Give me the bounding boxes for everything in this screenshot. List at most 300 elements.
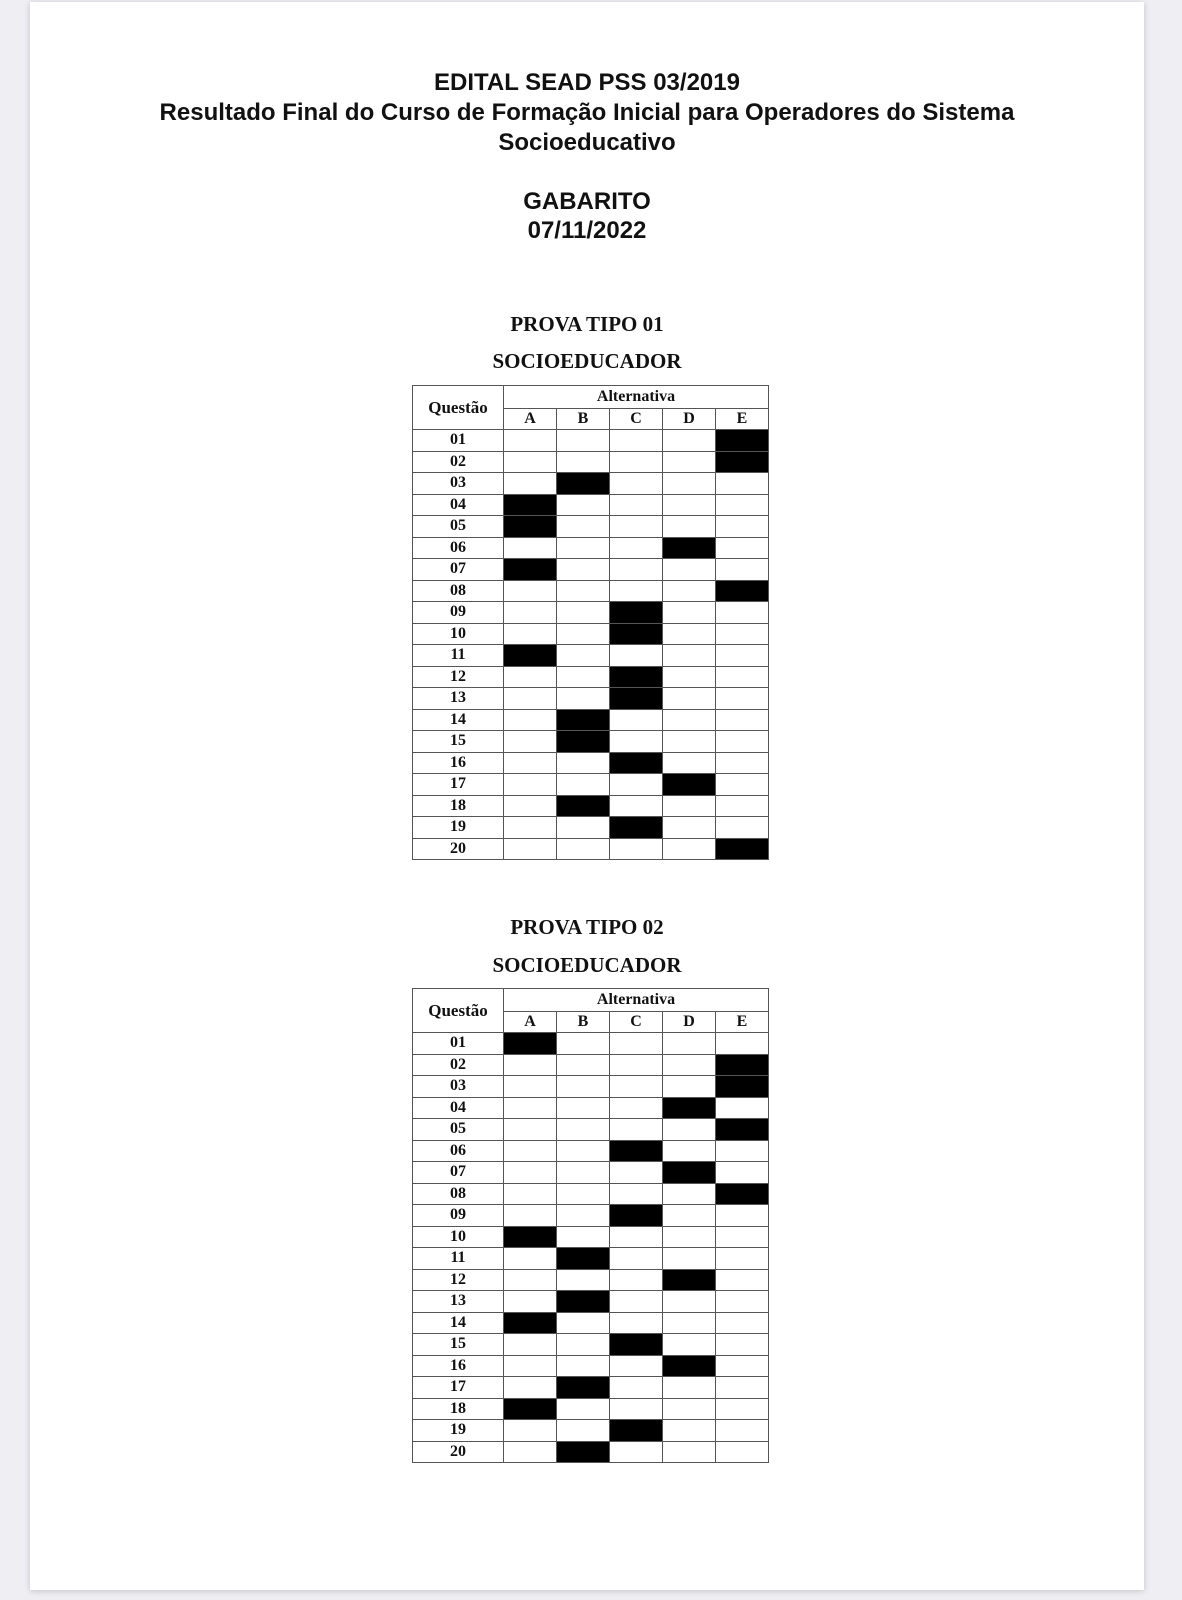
question-number: 10 — [413, 1226, 504, 1248]
answer-cell-c — [610, 1355, 663, 1377]
question-number: 03 — [413, 473, 504, 495]
answer-cell-b — [557, 1334, 610, 1356]
answer-cell-c — [610, 774, 663, 796]
table-row — [413, 1377, 769, 1399]
answer-cell-d — [663, 1033, 716, 1055]
answer-cell-d — [663, 709, 716, 731]
table-row — [413, 451, 769, 473]
answer-mark-d — [663, 1269, 716, 1291]
answer-mark-e — [716, 1054, 769, 1076]
answer-cell-e — [716, 752, 769, 774]
table-row — [413, 645, 769, 667]
answer-cell-b — [557, 752, 610, 774]
answer-cell-b — [557, 817, 610, 839]
answer-cell-d — [663, 1140, 716, 1162]
table-row — [413, 752, 769, 774]
answer-mark-a — [504, 1226, 557, 1248]
answer-cell-a — [504, 1119, 557, 1141]
answer-cell-b — [557, 1355, 610, 1377]
answer-cell-b — [557, 623, 610, 645]
document-title-line3: Socioeducativo — [498, 129, 676, 156]
answer-cell-b — [557, 1420, 610, 1442]
header-option-d: D — [663, 1012, 716, 1033]
question-number: 18 — [413, 795, 504, 817]
table-row — [413, 623, 769, 645]
answer-cell-b — [557, 1054, 610, 1076]
question-number: 10 — [413, 623, 504, 645]
answer-cell-b — [557, 1312, 610, 1334]
answer-cell-b — [557, 645, 610, 667]
answer-mark-c — [610, 623, 663, 645]
answer-cell-a — [504, 1205, 557, 1227]
answer-cell-c — [610, 494, 663, 516]
answer-cell-e — [716, 1097, 769, 1119]
answer-cell-c — [610, 559, 663, 581]
answer-cell-d — [663, 1312, 716, 1334]
header-questao: Questão — [413, 989, 504, 1033]
answer-cell-a — [504, 1076, 557, 1098]
table-row — [413, 666, 769, 688]
answer-cell-d — [663, 1205, 716, 1227]
question-number: 20 — [413, 838, 504, 860]
question-number: 17 — [413, 1377, 504, 1399]
header-option-d: D — [663, 409, 716, 430]
document-title-line2: Resultado Final do Curso de Formação Inicial para Operadores do Sistema — [159, 99, 1015, 126]
answer-cell-e — [716, 1420, 769, 1442]
answer-cell-b — [557, 1269, 610, 1291]
answer-mark-c — [610, 1140, 663, 1162]
answer-mark-e — [716, 1119, 769, 1141]
answer-mark-e — [716, 1183, 769, 1205]
answer-mark-c — [610, 1205, 663, 1227]
answer-cell-a — [504, 1054, 557, 1076]
answer-cell-a — [504, 1097, 557, 1119]
answer-cell-b — [557, 1033, 610, 1055]
answer-cell-b — [557, 559, 610, 581]
answer-cell-d — [663, 666, 716, 688]
answer-mark-d — [663, 774, 716, 796]
question-number: 16 — [413, 752, 504, 774]
answer-cell-d — [663, 1398, 716, 1420]
answer-cell-a — [504, 752, 557, 774]
answer-cell-d — [663, 795, 716, 817]
table-row — [413, 602, 769, 624]
answer-mark-a — [504, 645, 557, 667]
table-row — [413, 580, 769, 602]
answer-cell-e — [716, 1205, 769, 1227]
answer-cell-c — [610, 1398, 663, 1420]
header-option-a: A — [504, 409, 557, 430]
answer-cell-c — [610, 1226, 663, 1248]
answer-mark-c — [610, 1334, 663, 1356]
answer-mark-e — [716, 451, 769, 473]
answer-cell-a — [504, 1334, 557, 1356]
answer-cell-a — [504, 1377, 557, 1399]
answer-mark-b — [557, 1248, 610, 1270]
question-number: 15 — [413, 1334, 504, 1356]
answer-mark-c — [610, 602, 663, 624]
answer-cell-e — [716, 774, 769, 796]
answer-cell-a — [504, 795, 557, 817]
question-number: 06 — [413, 537, 504, 559]
answer-cell-a — [504, 1355, 557, 1377]
cargo-01-heading: SOCIOEDUCADOR — [492, 349, 682, 373]
answer-cell-a — [504, 1441, 557, 1463]
answer-cell-d — [663, 580, 716, 602]
answer-mark-b — [557, 473, 610, 495]
question-number: 03 — [413, 1076, 504, 1098]
answer-cell-d — [663, 752, 716, 774]
answer-cell-e — [716, 1291, 769, 1313]
question-number: 07 — [413, 559, 504, 581]
question-number: 14 — [413, 709, 504, 731]
answer-cell-d — [663, 1054, 716, 1076]
answer-cell-c — [610, 1183, 663, 1205]
question-number: 09 — [413, 602, 504, 624]
answer-cell-b — [557, 580, 610, 602]
answer-cell-a — [504, 817, 557, 839]
question-number: 05 — [413, 516, 504, 538]
table-row — [413, 1248, 769, 1270]
question-number: 08 — [413, 580, 504, 602]
answer-cell-a — [504, 774, 557, 796]
answer-cell-c — [610, 1269, 663, 1291]
table-row — [413, 537, 769, 559]
question-number: 01 — [413, 1033, 504, 1055]
table-row — [413, 1076, 769, 1098]
answer-cell-d — [663, 559, 716, 581]
answer-cell-e — [716, 1377, 769, 1399]
question-number: 15 — [413, 731, 504, 753]
table-row — [413, 731, 769, 753]
answer-cell-a — [504, 451, 557, 473]
answer-cell-e — [716, 817, 769, 839]
answer-cell-d — [663, 1119, 716, 1141]
table-row — [413, 795, 769, 817]
answer-mark-b — [557, 1377, 610, 1399]
answer-cell-c — [610, 451, 663, 473]
answer-cell-d — [663, 817, 716, 839]
answer-mark-d — [663, 1162, 716, 1184]
header-option-c: C — [610, 1012, 663, 1033]
answer-cell-c — [610, 1162, 663, 1184]
answer-cell-e — [716, 731, 769, 753]
answer-cell-c — [610, 1377, 663, 1399]
table-row — [413, 688, 769, 710]
table-row — [413, 1119, 769, 1141]
table-row — [413, 559, 769, 581]
answer-cell-a — [504, 1269, 557, 1291]
answer-cell-b — [557, 1205, 610, 1227]
table-row — [413, 817, 769, 839]
answer-cell-b — [557, 494, 610, 516]
answer-cell-c — [610, 1097, 663, 1119]
answer-cell-e — [716, 1248, 769, 1270]
table-row — [413, 1269, 769, 1291]
table-row — [413, 1420, 769, 1442]
table-row — [413, 494, 769, 516]
answer-cell-c — [610, 645, 663, 667]
answer-cell-d — [663, 1183, 716, 1205]
question-number: 17 — [413, 774, 504, 796]
header-option-b: B — [557, 409, 610, 430]
question-number: 12 — [413, 1269, 504, 1291]
answer-mark-a — [504, 516, 557, 538]
question-number: 05 — [413, 1119, 504, 1141]
table-row — [413, 838, 769, 860]
answer-cell-c — [610, 1033, 663, 1055]
header-option-a: A — [504, 1012, 557, 1033]
answer-mark-b — [557, 1291, 610, 1313]
answer-cell-d — [663, 1076, 716, 1098]
header-option-c: C — [610, 409, 663, 430]
document-title-line1: EDITAL SEAD PSS 03/2019 — [434, 69, 740, 96]
answer-cell-a — [504, 1183, 557, 1205]
answer-cell-b — [557, 602, 610, 624]
table-row — [413, 1441, 769, 1463]
table-row — [413, 774, 769, 796]
answer-cell-b — [557, 1119, 610, 1141]
answer-cell-e — [716, 494, 769, 516]
answer-cell-d — [663, 430, 716, 452]
header-alternativa: Alternativa — [504, 386, 769, 409]
answer-cell-b — [557, 516, 610, 538]
header-alternativa: Alternativa — [504, 989, 769, 1012]
question-number: 06 — [413, 1140, 504, 1162]
question-number: 11 — [413, 645, 504, 667]
answer-cell-b — [557, 1162, 610, 1184]
answer-cell-d — [663, 688, 716, 710]
table-row — [413, 1205, 769, 1227]
answer-cell-b — [557, 1226, 610, 1248]
answer-cell-d — [663, 1248, 716, 1270]
answer-cell-c — [610, 1291, 663, 1313]
answer-cell-e — [716, 1312, 769, 1334]
answer-cell-c — [610, 1054, 663, 1076]
answer-cell-b — [557, 1140, 610, 1162]
answer-cell-d — [663, 645, 716, 667]
prova-tipo-01-heading: PROVA TIPO 01 — [510, 312, 664, 336]
answer-mark-c — [610, 1420, 663, 1442]
answer-cell-e — [716, 666, 769, 688]
answer-mark-e — [716, 1076, 769, 1098]
answer-cell-a — [504, 580, 557, 602]
answer-cell-d — [663, 1334, 716, 1356]
answer-cell-e — [716, 1398, 769, 1420]
prova-tipo-02-heading: PROVA TIPO 02 — [510, 915, 664, 939]
question-number: 16 — [413, 1355, 504, 1377]
answer-cell-e — [716, 473, 769, 495]
answer-cell-a — [504, 623, 557, 645]
question-number: 09 — [413, 1205, 504, 1227]
answer-cell-e — [716, 709, 769, 731]
table-row — [413, 1334, 769, 1356]
cargo-02-heading: SOCIOEDUCADOR — [492, 953, 682, 977]
answer-cell-a — [504, 731, 557, 753]
answer-cell-a — [504, 602, 557, 624]
answer-cell-b — [557, 774, 610, 796]
question-number: 13 — [413, 1291, 504, 1313]
table-row — [413, 1054, 769, 1076]
answer-cell-b — [557, 451, 610, 473]
answer-cell-c — [610, 838, 663, 860]
answer-cell-a — [504, 473, 557, 495]
answer-cell-b — [557, 666, 610, 688]
answer-mark-d — [663, 1355, 716, 1377]
table-row — [413, 1398, 769, 1420]
answer-mark-b — [557, 731, 610, 753]
answer-cell-e — [716, 1033, 769, 1055]
answer-mark-b — [557, 709, 610, 731]
answer-mark-c — [610, 666, 663, 688]
answer-mark-e — [716, 430, 769, 452]
table-row — [413, 516, 769, 538]
table-row — [413, 1097, 769, 1119]
question-number: 19 — [413, 1420, 504, 1442]
answer-mark-c — [610, 817, 663, 839]
question-number: 02 — [413, 451, 504, 473]
answer-cell-c — [610, 1076, 663, 1098]
table-row — [413, 1140, 769, 1162]
answer-cell-e — [716, 688, 769, 710]
answer-cell-d — [663, 473, 716, 495]
document-subtitle: GABARITO — [523, 188, 651, 215]
answer-cell-a — [504, 1140, 557, 1162]
answer-cell-d — [663, 1226, 716, 1248]
answer-cell-d — [663, 838, 716, 860]
answer-cell-e — [716, 1269, 769, 1291]
answer-cell-c — [610, 1248, 663, 1270]
answer-cell-e — [716, 645, 769, 667]
table-row — [413, 709, 769, 731]
answer-mark-a — [504, 1398, 557, 1420]
document-page — [30, 2, 1144, 1590]
answer-cell-e — [716, 537, 769, 559]
answer-cell-d — [663, 602, 716, 624]
answer-cell-e — [716, 602, 769, 624]
answer-cell-d — [663, 516, 716, 538]
answer-cell-a — [504, 430, 557, 452]
header-option-e: E — [716, 1012, 769, 1033]
answer-cell-c — [610, 516, 663, 538]
answer-cell-a — [504, 709, 557, 731]
header-option-e: E — [716, 409, 769, 430]
answer-mark-a — [504, 1033, 557, 1055]
answer-cell-b — [557, 430, 610, 452]
question-number: 02 — [413, 1054, 504, 1076]
header-questao: Questão — [413, 386, 504, 430]
table-row — [413, 473, 769, 495]
answer-cell-e — [716, 795, 769, 817]
answer-cell-b — [557, 1097, 610, 1119]
answer-cell-a — [504, 688, 557, 710]
answer-mark-e — [716, 580, 769, 602]
answer-cell-d — [663, 1441, 716, 1463]
question-number: 08 — [413, 1183, 504, 1205]
answer-mark-a — [504, 494, 557, 516]
question-number: 14 — [413, 1312, 504, 1334]
answer-cell-d — [663, 731, 716, 753]
answer-cell-b — [557, 838, 610, 860]
question-number: 04 — [413, 494, 504, 516]
answer-cell-c — [610, 1312, 663, 1334]
answer-cell-c — [610, 473, 663, 495]
answer-cell-c — [610, 1119, 663, 1141]
answer-cell-c — [610, 731, 663, 753]
answer-cell-e — [716, 623, 769, 645]
answer-mark-d — [663, 1097, 716, 1119]
answer-cell-a — [504, 1248, 557, 1270]
answer-cell-e — [716, 1355, 769, 1377]
question-number: 18 — [413, 1398, 504, 1420]
table-row — [413, 430, 769, 452]
answer-cell-b — [557, 537, 610, 559]
answer-cell-c — [610, 1441, 663, 1463]
question-number: 12 — [413, 666, 504, 688]
answer-mark-d — [663, 537, 716, 559]
answer-cell-e — [716, 516, 769, 538]
answer-cell-c — [610, 795, 663, 817]
answer-cell-b — [557, 1183, 610, 1205]
answer-cell-d — [663, 1291, 716, 1313]
answer-key-table-01 — [412, 385, 769, 860]
answer-cell-b — [557, 1398, 610, 1420]
table-row — [413, 1226, 769, 1248]
answer-mark-a — [504, 1312, 557, 1334]
answer-mark-c — [610, 688, 663, 710]
answer-cell-a — [504, 537, 557, 559]
answer-cell-e — [716, 1162, 769, 1184]
answer-cell-e — [716, 1140, 769, 1162]
answer-cell-d — [663, 623, 716, 645]
table-row — [413, 1162, 769, 1184]
answer-cell-e — [716, 1226, 769, 1248]
answer-mark-e — [716, 838, 769, 860]
table-row — [413, 1355, 769, 1377]
answer-mark-c — [610, 752, 663, 774]
answer-cell-c — [610, 537, 663, 559]
table-row — [413, 1312, 769, 1334]
answer-cell-d — [663, 451, 716, 473]
answer-cell-a — [504, 666, 557, 688]
question-number: 04 — [413, 1097, 504, 1119]
question-number: 11 — [413, 1248, 504, 1270]
question-number: 01 — [413, 430, 504, 452]
answer-cell-a — [504, 1291, 557, 1313]
answer-cell-b — [557, 1076, 610, 1098]
answer-cell-c — [610, 430, 663, 452]
table-row — [413, 1183, 769, 1205]
question-number: 20 — [413, 1441, 504, 1463]
answer-cell-a — [504, 838, 557, 860]
answer-mark-a — [504, 559, 557, 581]
answer-mark-b — [557, 795, 610, 817]
answer-cell-d — [663, 1377, 716, 1399]
answer-cell-e — [716, 1441, 769, 1463]
answer-cell-a — [504, 1162, 557, 1184]
question-number: 13 — [413, 688, 504, 710]
header-option-b: B — [557, 1012, 610, 1033]
answer-cell-c — [610, 580, 663, 602]
document-date: 07/11/2022 — [527, 217, 647, 244]
answer-mark-b — [557, 1441, 610, 1463]
answer-key-table-02 — [412, 988, 769, 1463]
answer-cell-d — [663, 1420, 716, 1442]
answer-cell-e — [716, 559, 769, 581]
answer-cell-e — [716, 1334, 769, 1356]
answer-cell-d — [663, 494, 716, 516]
question-number: 07 — [413, 1162, 504, 1184]
